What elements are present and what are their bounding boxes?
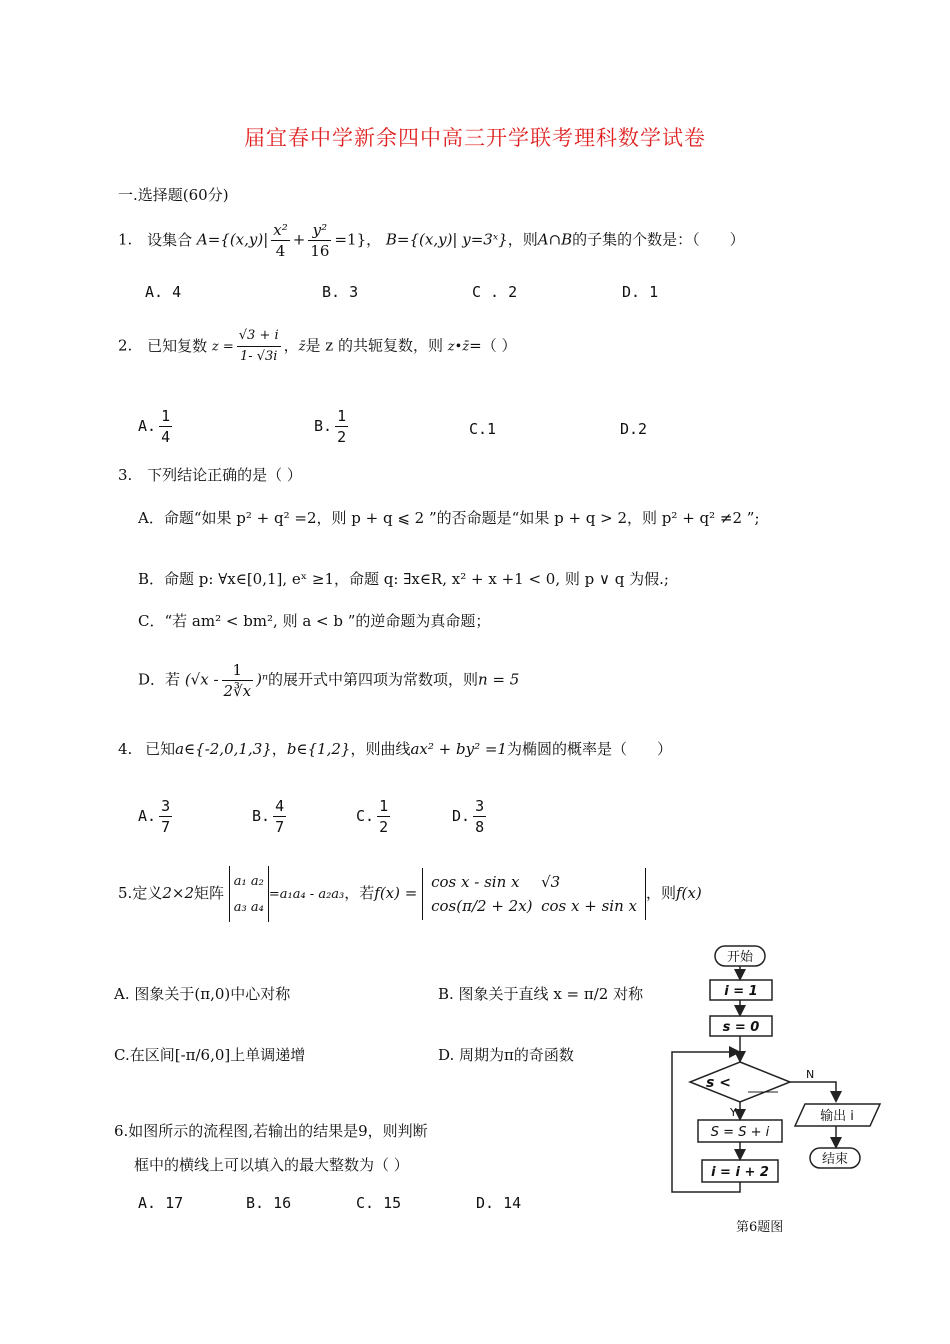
figure-caption: 第6题图 <box>736 1220 784 1235</box>
q6-option-c: C. 15 <box>356 1194 402 1212</box>
question-1: 1. 设集合 A={(x,y)| $\frac{\text{x²}}{4}$ + $\frac{\text{y²}}{16}$ =1}， B={(x,y)| y=3ˣ}，则A∩B的子集的个数是：（ ） <box>118 221 745 260</box>
matrix: cos x - sin x √3 cos(π/2 + 2x) cos x + sin x <box>422 868 646 920</box>
q1-option-c: C . 2 <box>472 283 518 301</box>
q3-option-a: A．命题“如果 p² + q² =2，则 p + q ⩽ 2 ”的否命题是“如果 p + q > 2，则 p² + q² ≠2 ”; <box>138 509 760 527</box>
q4-option-d: D. $\frac{3}{8}$ <box>452 797 485 836</box>
init-s-label: s = 0 <box>722 1020 760 1035</box>
q2-option-d: D.2 <box>620 420 648 438</box>
section-heading: 一.选择题(60分) <box>118 186 229 204</box>
yes-label: Y <box>730 1106 737 1119</box>
q1-option-a: A. 4 <box>145 283 182 301</box>
condition-diamond <box>690 1062 790 1102</box>
q3-option-d: D．若 (√x - $\frac{1}{2∛x}$ )ⁿ的展开式中第四项为常数项，则n = 5 <box>138 661 520 700</box>
q4-option-a: A. $\frac{3}{7}$ <box>138 797 171 836</box>
q1-option-d: D. 1 <box>622 283 659 301</box>
q4-option-c: C. $\frac{1}{2}$ <box>356 797 389 836</box>
q5-option-c: C.在区间[-π/6,0]上单调递增 <box>114 1046 306 1064</box>
q6-option-a: A. 17 <box>138 1194 184 1212</box>
exam-title: 届宜春中学新余四中高三开学联考理科数学试卷 <box>244 126 706 150</box>
q2-option-b: B. $\frac{1}{2}$ <box>314 407 347 446</box>
no-label: N <box>806 1068 815 1081</box>
question-6-line-1: 6.如图所示的流程图,若输出的结果是9，则判断 <box>114 1122 428 1140</box>
flowchart <box>660 938 900 1208</box>
start-label: 开始 <box>726 950 754 965</box>
update-s-label: S = S + i <box>710 1125 770 1140</box>
output-label: 输出 i <box>820 1109 854 1124</box>
q3-option-b: B．命题 p: ∀x∈[0,1], eˣ ≥1，命题 q: ∃x∈R, x² + x +1 < 0, 则 p ∨ q 为假.; <box>138 570 669 588</box>
q1-option-b: B. 3 <box>322 283 359 301</box>
question-number: 1. <box>118 230 133 249</box>
question-6-line-2: 框中的横线上可以填入的最大整数为（ ） <box>134 1156 409 1174</box>
fraction: $\frac{\text{x²}}{4}$ <box>273 221 288 260</box>
fraction: $\frac{√3 + i}{1- √3i}$ <box>238 328 279 364</box>
matrix: a₁ a₂ a₃ a₄ <box>229 866 269 922</box>
fraction: $\frac{1}{2∛x}$ <box>223 661 252 700</box>
end-label: 结束 <box>821 1152 849 1167</box>
q5-option-a: A. 图象关于(π,0)中心对称 <box>114 985 291 1003</box>
q6-option-d: D. 14 <box>476 1194 522 1212</box>
q5-option-d: D. 周期为π的奇函数 <box>438 1046 574 1064</box>
q4-option-b: B. $\frac{4}{7}$ <box>252 797 285 836</box>
question-5: 5.定义2×2矩阵 a₁ a₂ a₃ a₄ =a₁a₄ - a₂a₃，若f(x) = cos x - sin x √3 cos(π/2 + 2x) cos x + sin x ，则f(x) <box>118 866 702 922</box>
question-2: 2. 已知复数 z = $\frac{√3 + i}{1- √3i}$ ，z̄是 z 的共轭复数，则 z•z̄=（ ） <box>118 326 516 367</box>
q2-option-c: C.1 <box>469 420 497 438</box>
update-i-label: i = i + 2 <box>711 1165 769 1180</box>
question-3: 3. 下列结论正确的是（ ） <box>118 466 302 484</box>
q3-option-c: C．“若 am² < bm², 则 a < b ”的逆命题为真命题； <box>138 612 491 630</box>
condition-label: s < <box>706 1075 731 1091</box>
fraction: $\frac{\text{y²}}{16}$ <box>310 221 330 260</box>
q5-option-b: B. 图象关于直线 x = π/2 对称 <box>438 985 644 1003</box>
question-4: 4. 已知a∈{-2,0,1,3}，b∈{1,2}，则曲线ax² + by² =1为椭圆的概率是（ ） <box>118 740 672 758</box>
init-i-label: i = 1 <box>724 984 758 999</box>
q6-option-b: B. 16 <box>246 1194 292 1212</box>
q2-option-a: A. $\frac{1}{4}$ <box>138 407 171 446</box>
